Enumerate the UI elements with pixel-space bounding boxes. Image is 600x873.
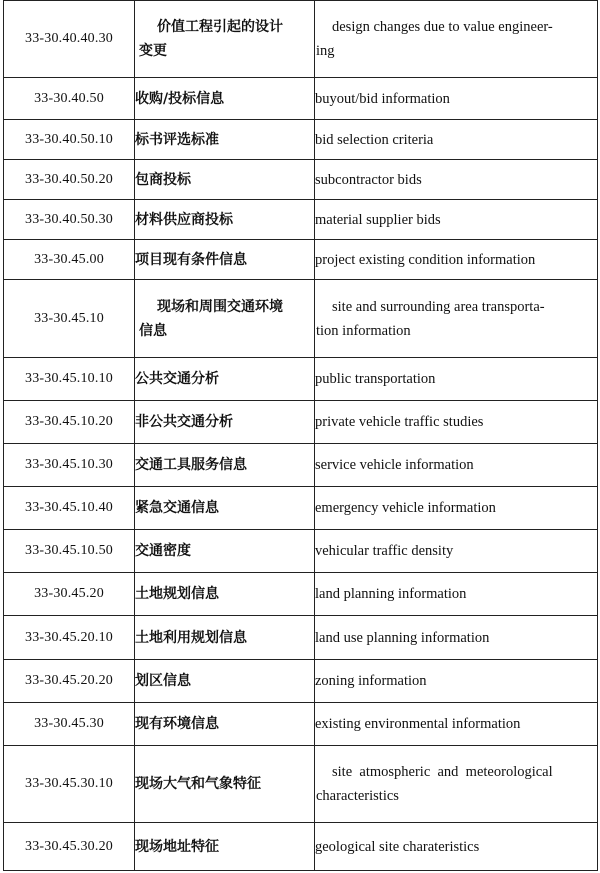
chinese-term-cell: 标书评选标准 [135,120,315,160]
code-cell: 33-30.45.10.30 [4,444,135,487]
english-term-cell: public transportation [315,358,598,401]
chinese-term-cell: 公共交通分析 [135,358,315,401]
english-term-cell: land planning information [315,573,598,616]
english-term-cell: existing environmental information [315,703,598,746]
chinese-term-cell: 紧急交通信息 [135,487,315,530]
chinese-term-cell: 现场大气和气象特征 [135,746,315,823]
code-cell: 33-30.45.30.10 [4,746,135,823]
code-cell: 33-30.45.20 [4,573,135,616]
table-row [4,823,598,871]
classification-table [3,0,598,871]
chinese-term-cell: 划区信息 [135,660,315,703]
table-row [4,573,598,616]
code-cell: 33-30.45.10.40 [4,487,135,530]
english-term-cell: private vehicle traffic studies [315,401,598,444]
chinese-term-cell: 土地规划信息 [135,573,315,616]
table-row [4,401,598,444]
english-term-line: tion information [316,322,411,339]
table-row [4,616,598,660]
chinese-term-cell: 现场地址特征 [135,823,315,871]
table-row [4,280,598,358]
code-cell: 33-30.45.10 [4,280,135,358]
english-term-line: site and surrounding area transporta- [332,298,545,315]
code-cell: 33-30.40.50 [4,78,135,120]
english-term-cell [315,280,598,358]
code-cell: 33-30.45.30 [4,703,135,746]
code-cell: 33-30.40.50.20 [4,160,135,200]
code-cell: 33-30.45.10.20 [4,401,135,444]
code-cell: 33-30.45.30.20 [4,823,135,871]
chinese-term-cell: 土地利用规划信息 [135,616,315,660]
table-row [4,120,598,160]
english-term-cell: land use planning information [315,616,598,660]
table-row [4,240,598,280]
english-term-line: characteristics [316,788,399,804]
english-term-cell: buyout/bid information [315,78,598,120]
table-body [4,1,598,871]
chinese-term-cell: 交通密度 [135,530,315,573]
english-term-line: design changes due to value engineer- [332,19,553,35]
chinese-term-line: 信息 [139,322,167,339]
table-row [4,200,598,240]
table-row [4,530,598,573]
english-term-cell: geological site charateristics [315,823,598,871]
english-term-cell: bid selection criteria [315,120,598,160]
code-cell: 33-30.40.50.30 [4,200,135,240]
chinese-term-cell: 现有环境信息 [135,703,315,746]
english-term-line: site atmospheric and meteorological [332,764,553,780]
english-term-cell: service vehicle information [315,444,598,487]
english-term-cell: project existing condition information [315,240,598,280]
chinese-term-cell: 交通工具服务信息 [135,444,315,487]
table-row [4,444,598,487]
code-cell: 33-30.45.20.10 [4,616,135,660]
table-row [4,160,598,200]
code-cell: 33-30.40.50.10 [4,120,135,160]
code-cell: 33-30.45.00 [4,240,135,280]
english-term-cell: emergency vehicle information [315,487,598,530]
table-row [4,487,598,530]
code-cell: 33-30.40.40.30 [4,1,135,78]
code-cell: 33-30.45.10.50 [4,530,135,573]
chinese-term-line: 价值工程引起的设计 [157,19,283,35]
chinese-term-cell [135,280,315,358]
english-term-cell: material supplier bids [315,200,598,240]
chinese-term-cell: 项目现有条件信息 [135,240,315,280]
code-cell: 33-30.45.10.10 [4,358,135,401]
table-row [4,1,598,78]
english-term-cell: vehicular traffic density [315,530,598,573]
english-term-line: ing [316,43,335,59]
table-row [4,78,598,120]
chinese-term-cell: 包商投标 [135,160,315,200]
chinese-term-cell: 材料供应商投标 [135,200,315,240]
table-row [4,660,598,703]
chinese-term-cell: 非公共交通分析 [135,401,315,444]
chinese-term-line: 现场和周围交通环境 [157,298,283,315]
table-row [4,358,598,401]
english-term-cell: zoning information [315,660,598,703]
code-cell: 33-30.45.20.20 [4,660,135,703]
english-term-cell [315,1,598,78]
table-row [4,746,598,823]
english-term-cell: subcontractor bids [315,160,598,200]
chinese-term-line: 变更 [139,43,167,59]
table-row [4,703,598,746]
chinese-term-cell: 收购/投标信息 [135,78,315,120]
english-term-cell [315,746,598,823]
chinese-term-cell [135,1,315,78]
